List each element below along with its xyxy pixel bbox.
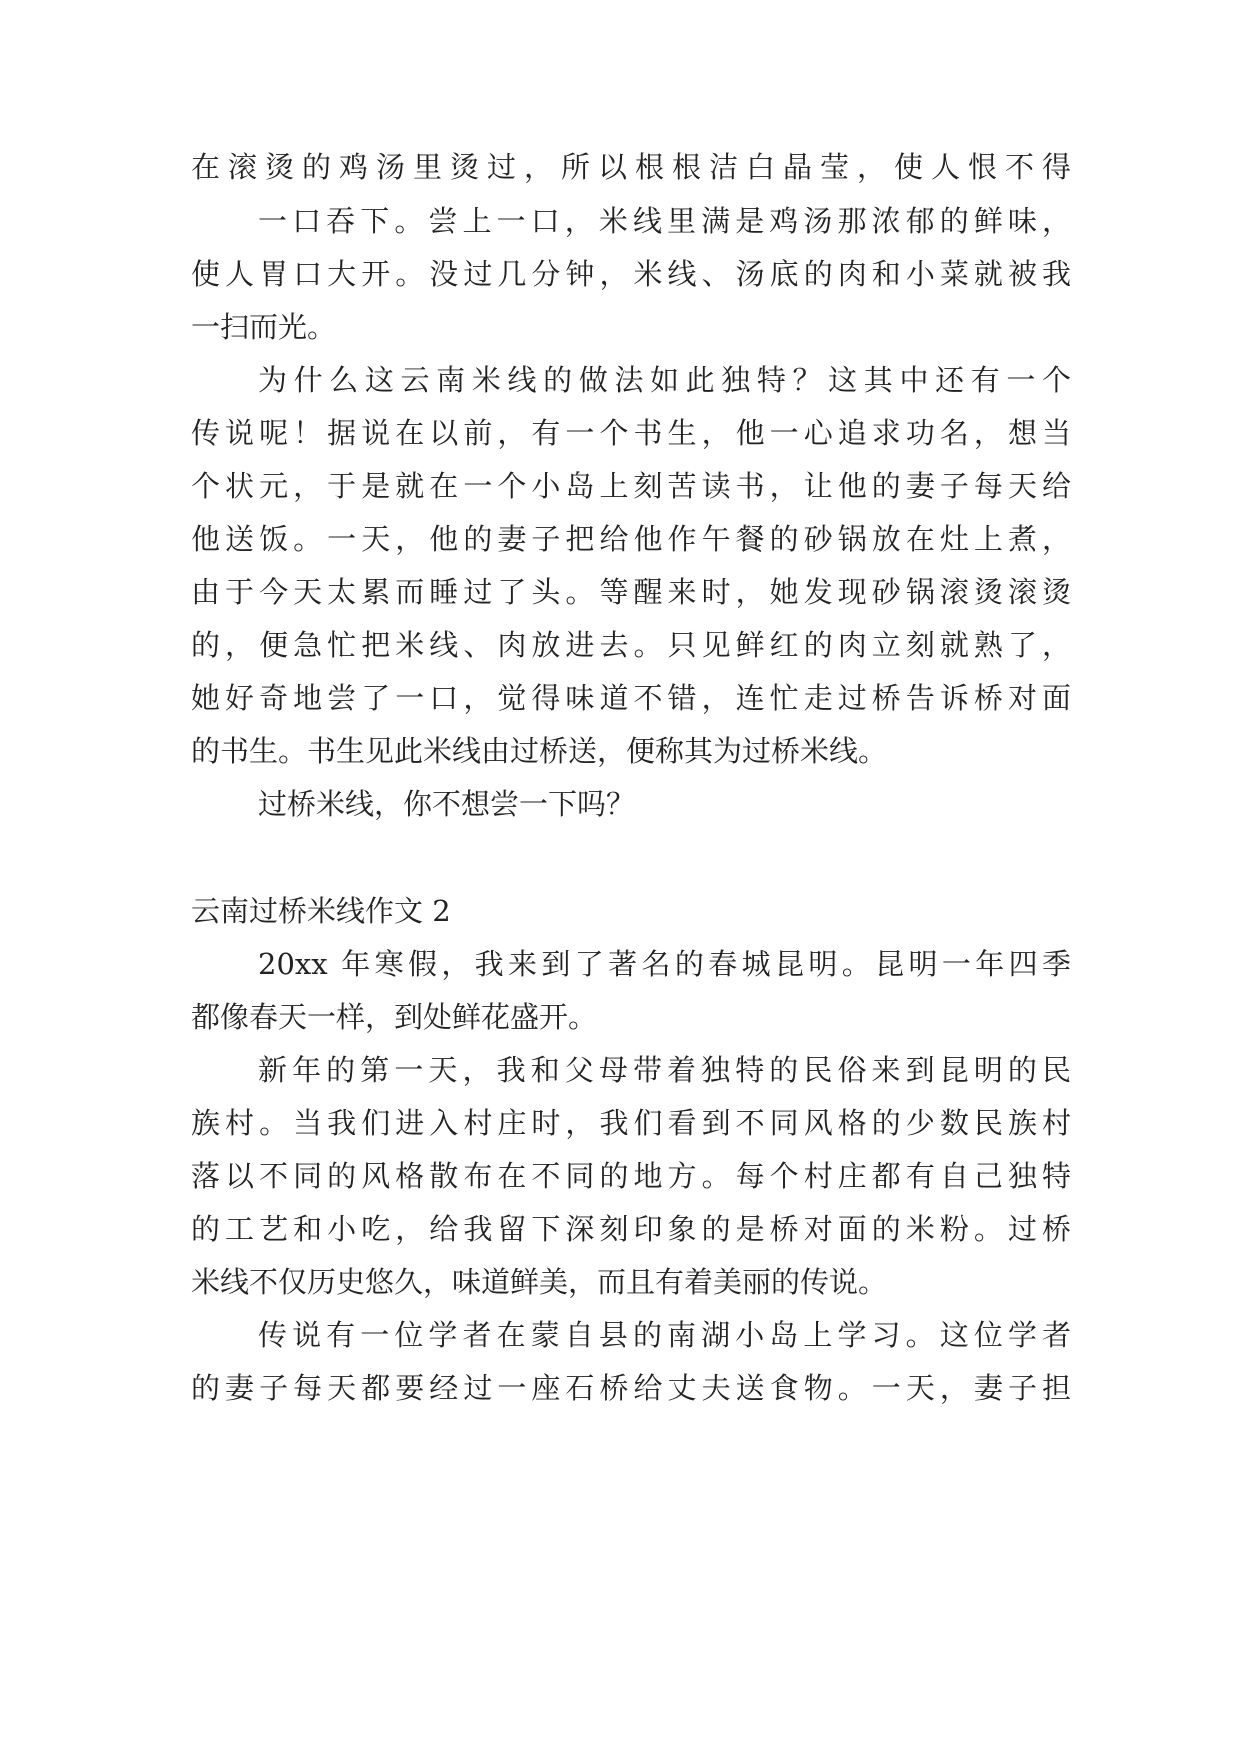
essay2-p2-line4: 的工艺和小吃，给我留下深刻印象的是桥对面的米粉。过桥 [191, 1212, 1071, 1246]
essay2-p2-line5: 米线不仅历史悠久，味道鲜美，而且有着美丽的传说。 [191, 1265, 888, 1299]
essay1-p3-line1: 为什么这云南米线的做法如此独特？这其中还有一个 [258, 363, 1071, 397]
essay1-p2-line1: 一口吞下。尝上一口，米线里满是鸡汤那浓郁的鲜味， [258, 204, 1071, 238]
essay2-title: 云南过桥米线作文 2 [191, 894, 451, 928]
essay2-p3-line2: 的妻子每天都要经过一座石桥给丈夫送食物。一天，妻子担 [191, 1371, 1071, 1405]
essay1-p1-line1: 在滚烫的鸡汤里烫过，所以根根洁白晶莹，使人恨不得 [191, 150, 1071, 184]
essay1-p4-line1: 过桥米线，你不想尝一下吗？ [258, 787, 636, 821]
essay2-p3-line1: 传说有一位学者在蒙自县的南湖小岛上学习。这位学者 [258, 1318, 1071, 1352]
essay2-p1-line2: 都像春天一样，到处鲜花盛开。 [191, 1000, 598, 1034]
essay2-p2-line1: 新年的第一天，我和父母带着独特的民俗来到昆明的民 [258, 1053, 1071, 1087]
essay1-p2-line2: 使人胃口大开。没过几分钟，米线、汤底的肉和小菜就被我 [191, 257, 1071, 291]
essay1-p3-line8: 的书生。书生见此米线由过桥送，便称其为过桥米线。 [191, 734, 888, 768]
essay2-p2-line3: 落以不同的风格散布在不同的地方。每个村庄都有自己独特 [191, 1159, 1071, 1193]
essay1-p3-line5: 由于今天太累而睡过了头。等醒来时，她发现砂锅滚烫滚烫 [191, 575, 1071, 609]
essay2-p1-line1: 20xx 年寒假，我来到了著名的春城昆明。昆明一年四季 [258, 947, 1071, 981]
essay1-p3-line4: 他送饭。一天，他的妻子把给他作午餐的砂锅放在灶上煮， [191, 522, 1071, 556]
essay1-p3-line3: 个状元，于是就在一个小岛上刻苦读书，让他的妻子每天给 [191, 469, 1071, 503]
essay1-p2-line3: 一扫而光。 [191, 310, 337, 344]
essay2-p2-line2: 族村。当我们进入村庄时，我们看到不同风格的少数民族村 [191, 1106, 1071, 1140]
essay1-p3-line7: 她好奇地尝了一口，觉得味道不错，连忙走过桥告诉桥对面 [191, 681, 1071, 715]
essay1-p3-line6: 的，便急忙把米线、肉放进去。只见鲜红的肉立刻就熟了， [191, 628, 1071, 662]
essay1-p3-line2: 传说呢！据说在以前，有一个书生，他一心追求功名，想当 [191, 416, 1071, 450]
